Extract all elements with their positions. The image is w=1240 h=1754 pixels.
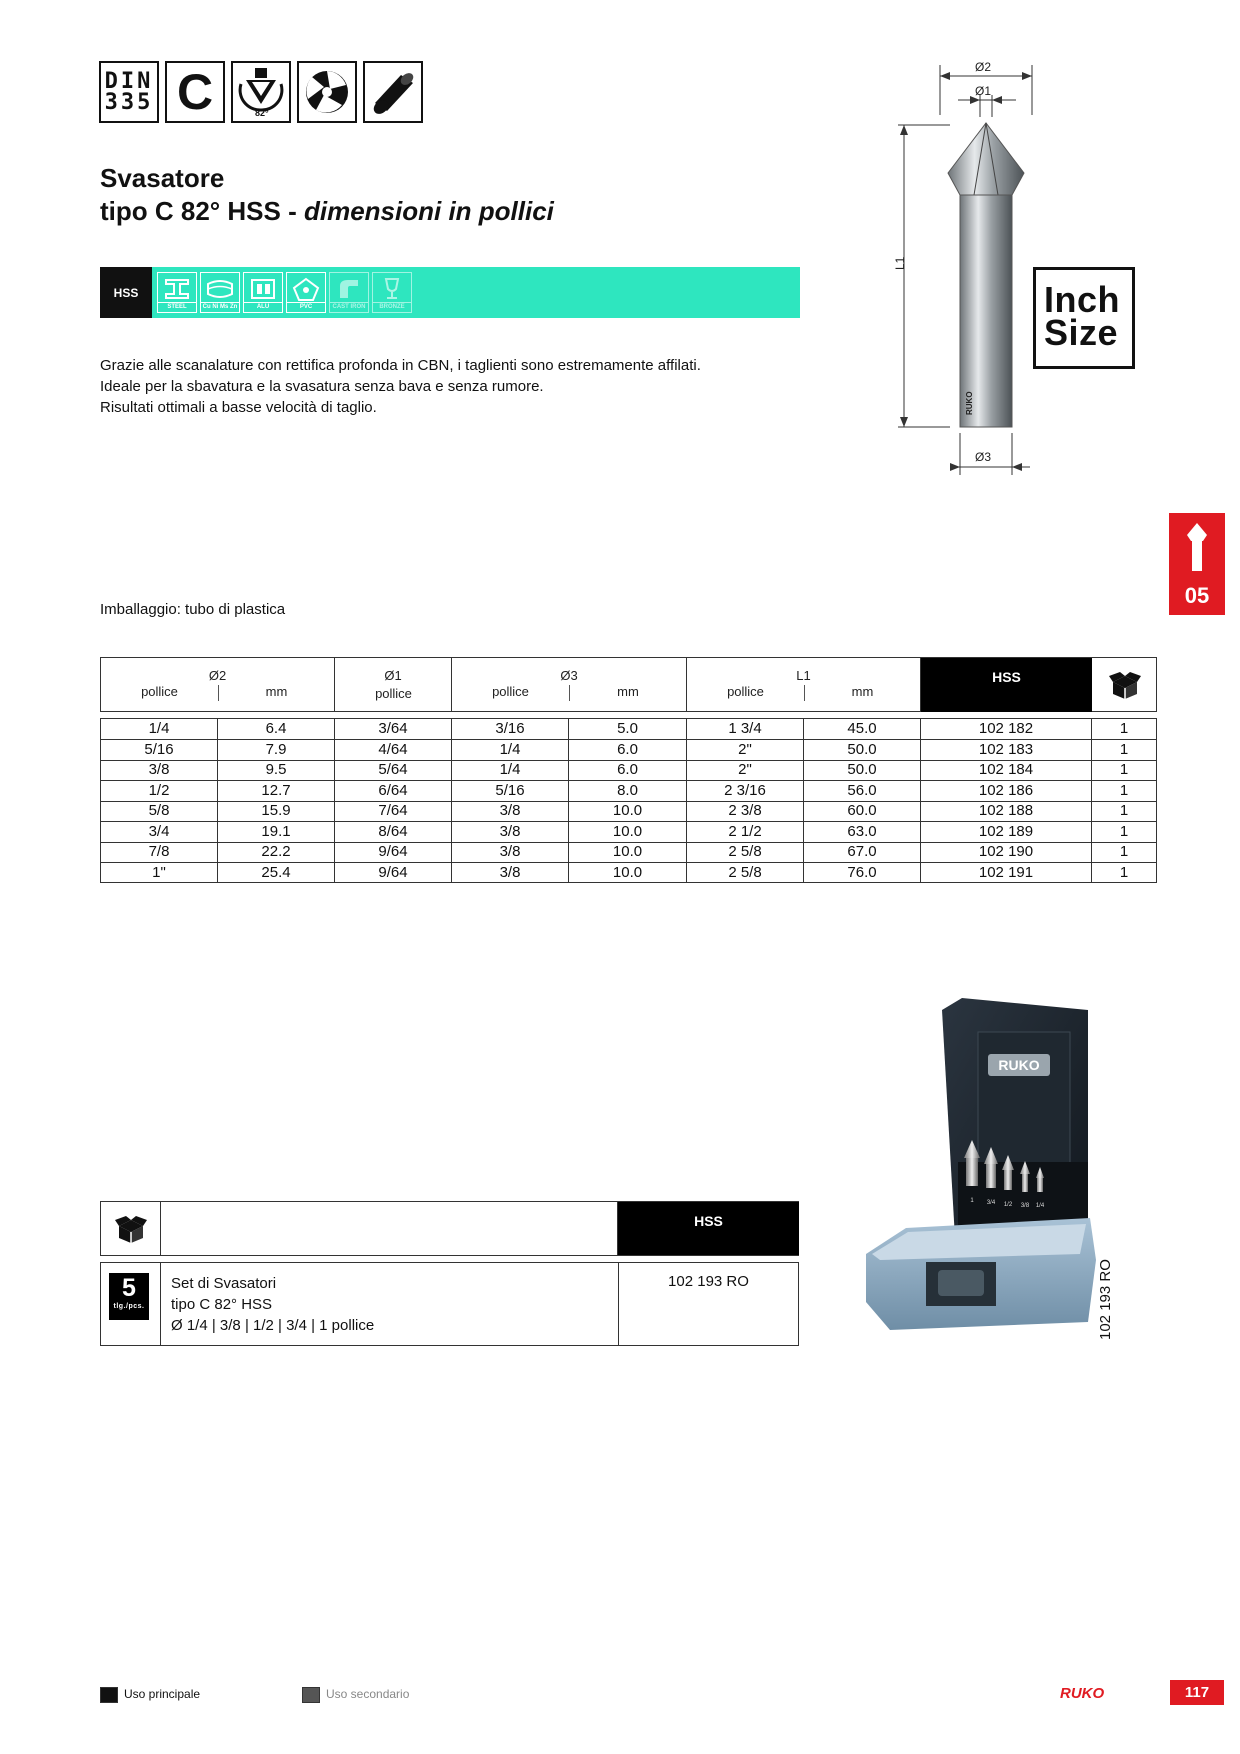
table-row: 3/4 19.1 8/64 3/8 10.0 2 1/2 63.0 102 189 1 bbox=[101, 822, 1156, 842]
table-row: 1" 25.4 9/64 3/8 10.0 2 5/8 76.0 102 191 1 bbox=[101, 863, 1156, 883]
inch-size-badge: Inch Size bbox=[1033, 267, 1135, 369]
countersink-82-icon bbox=[231, 61, 291, 123]
type-c-icon: C bbox=[165, 61, 225, 123]
table-row: 5/16 7.9 4/64 1/4 6.0 2" 50.0 102 183 1 bbox=[101, 740, 1156, 760]
svg-text:3/4: 3/4 bbox=[986, 1200, 996, 1206]
material-bronze: BRONZE bbox=[372, 272, 412, 313]
norm-icons-row bbox=[99, 61, 423, 123]
angle-label: 82° bbox=[255, 108, 269, 118]
svg-text:1/4: 1/4 bbox=[1035, 1203, 1045, 1209]
title-line2: tipo C 82° HSS - dimensioni in pollici bbox=[100, 196, 554, 226]
photo-article-code: 102 193 RO bbox=[1097, 1259, 1114, 1340]
material-cast-iron: CAST IRON bbox=[329, 272, 369, 313]
chapter-tab: 05 bbox=[1169, 513, 1225, 615]
table-row: 3/8 9.5 5/64 1/4 6.0 2" 50.0 102 184 1 bbox=[101, 760, 1156, 780]
material-bar bbox=[100, 267, 800, 318]
dim-d1-label: Ø1 bbox=[975, 84, 992, 98]
countersink-dimension-drawing bbox=[890, 55, 1050, 485]
svg-text:1: 1 bbox=[970, 1198, 974, 1204]
svg-text:3/8: 3/8 bbox=[1020, 1203, 1030, 1209]
product-description: Grazie alle scanalature con rettifica profonda in CBN, i taglienti sono estremamente affilati. Ideale per la sbavatura e la svasatura senza bava e senza rumore. Risultati ottimali a basse velocità di taglio. bbox=[100, 357, 701, 416]
header-l1: L1 pollice mm bbox=[687, 658, 921, 711]
set-table-row bbox=[100, 1262, 799, 1346]
aluminium-profile-icon bbox=[248, 276, 278, 302]
spec-table-header bbox=[100, 657, 1157, 712]
footer-secondary-use: Uso secondario bbox=[302, 1687, 409, 1703]
non-ferrous-icon bbox=[205, 276, 235, 302]
cast-iron-icon bbox=[334, 276, 364, 302]
table-row: 1/4 6.4 3/64 3/16 5.0 1 3/4 45.0 102 182 1 bbox=[101, 719, 1156, 739]
header-d3: Ø3 pollice mm bbox=[452, 658, 687, 711]
bronze-icon bbox=[377, 276, 407, 302]
table-row: 5/8 15.9 7/64 3/8 10.0 2 3/8 60.0 102 188 1 bbox=[101, 801, 1156, 821]
packaging-note: Imballaggio: tubo di plastica bbox=[100, 601, 286, 618]
secondary-use-icon bbox=[302, 1687, 320, 1703]
table-row: 1/2 12.7 6/64 5/16 8.0 2 3/16 56.0 102 186 1 bbox=[101, 781, 1156, 801]
pieces-count-badge: 5 tlg./pcs. bbox=[109, 1273, 149, 1320]
dim-d2-label: Ø2 bbox=[975, 60, 992, 74]
page-number: 117 bbox=[1170, 1680, 1224, 1705]
set-package-icon bbox=[101, 1202, 161, 1255]
material-steel: STEEL bbox=[157, 272, 197, 313]
cylindrical-shank-icon bbox=[363, 61, 423, 123]
pvc-icon bbox=[291, 276, 321, 302]
header-d2: Ø2 pollice mm bbox=[101, 658, 335, 711]
primary-use-icon bbox=[100, 1687, 118, 1703]
hss-material-tag: HSS bbox=[100, 267, 152, 318]
shank-ruko-mark: RUKO bbox=[965, 391, 974, 415]
set-description: Set di Svasatori tipo C 82° HSS Ø 1/4 | 3/8 | 1/2 | 3/4 | 1 pollice bbox=[171, 1275, 375, 1334]
package-icon bbox=[1092, 658, 1157, 712]
three-flute-icon bbox=[297, 61, 357, 123]
material-pvc: PVC bbox=[286, 272, 326, 313]
set-article-code: 102 193 RO bbox=[668, 1273, 749, 1290]
table-row: 7/8 22.2 9/64 3/8 10.0 2 5/8 67.0 102 190 1 bbox=[101, 842, 1156, 862]
header-d1: Ø1 pollice bbox=[335, 658, 452, 711]
countersink-chapter-icon bbox=[1185, 521, 1209, 573]
footer-brand: RUKO bbox=[1060, 1685, 1105, 1702]
page-title bbox=[100, 162, 554, 228]
dim-l1-label: L1 bbox=[893, 256, 907, 270]
din-335-icon: DIN 335 bbox=[99, 61, 159, 123]
title-line1: Svasatore bbox=[100, 163, 225, 193]
dim-d3-label: Ø3 bbox=[975, 450, 992, 464]
footer-primary-use: Uso principale bbox=[100, 1687, 200, 1703]
set-header-hss: HSS bbox=[618, 1202, 799, 1255]
set-case-photo bbox=[860, 992, 1100, 1342]
case-logo: RUKO bbox=[998, 1057, 1040, 1073]
material-non-ferrous: Cu Ni Ms Zn bbox=[200, 272, 240, 313]
material-alu: ALU bbox=[243, 272, 283, 313]
header-hss: HSS bbox=[921, 658, 1092, 712]
spec-table-body bbox=[100, 718, 1157, 883]
steel-beam-icon bbox=[162, 276, 192, 302]
set-table-header bbox=[100, 1201, 799, 1256]
svg-text:1/2: 1/2 bbox=[1003, 1202, 1013, 1208]
